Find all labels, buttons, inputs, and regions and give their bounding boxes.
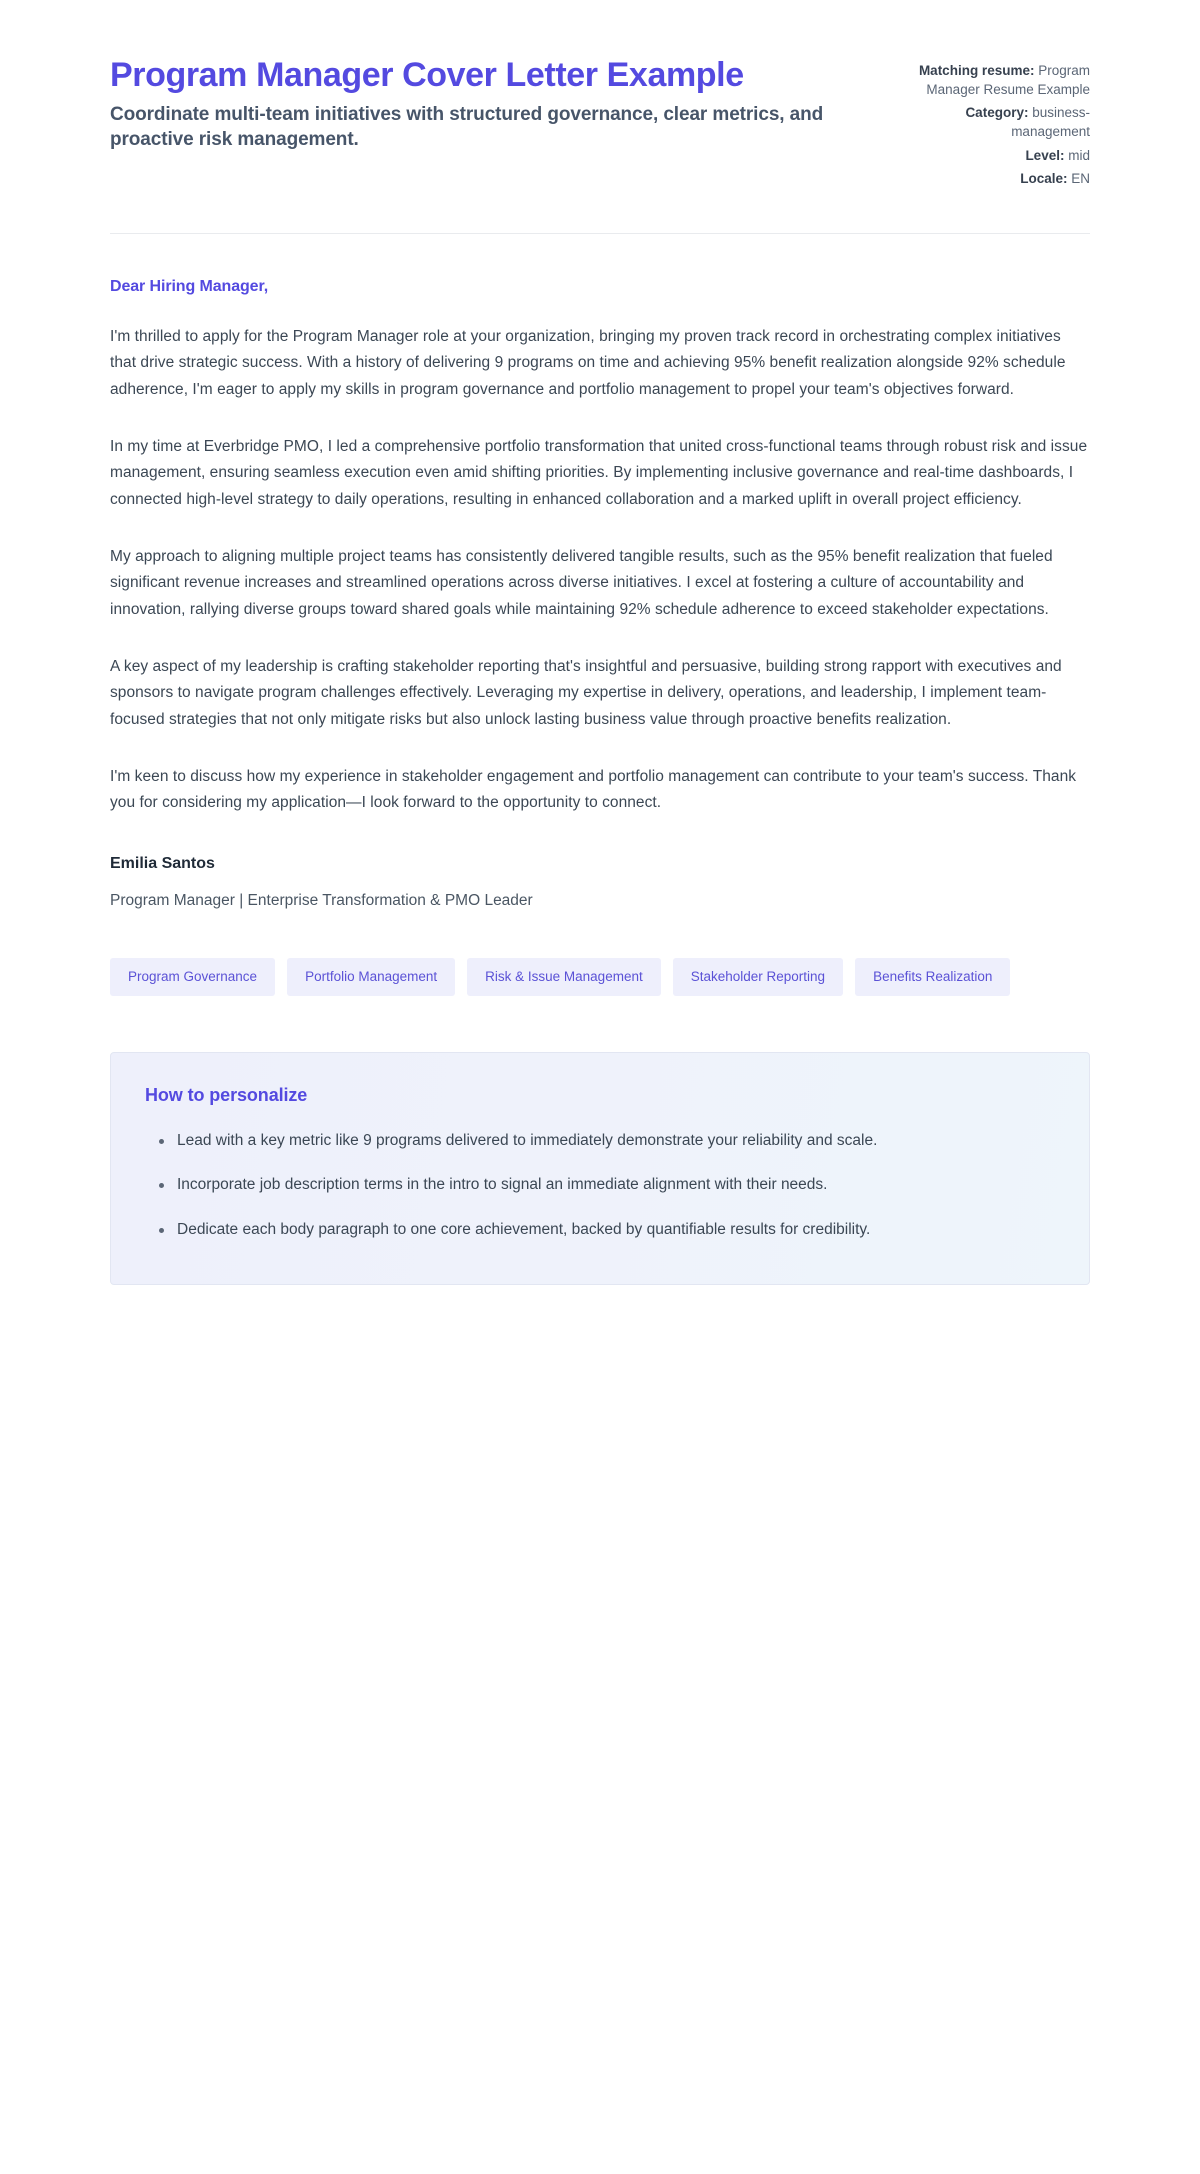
meta-category (900, 104, 1090, 141)
page-subtitle: Coordinate multi-team initiatives with structured governance, clear metrics, and proactive risk management. (110, 104, 824, 150)
personalize-tip-list (145, 1128, 1055, 1244)
signature-block (110, 817, 1090, 912)
meta-matching-resume-label: Matching resume: (918, 63, 1035, 78)
signer-name: Emilia Santos (110, 854, 215, 872)
document-metadata (900, 58, 1090, 194)
skill-tag[interactable]: Program Governance (110, 958, 275, 996)
meta-matching-resume (900, 62, 1090, 99)
salutation: Dear Hiring Manager, (110, 277, 269, 295)
meta-locale-label: Locale: (1020, 171, 1068, 187)
cover-letter-body (110, 234, 1090, 817)
header-text-group (110, 58, 830, 152)
personalize-tip: Incorporate job description terms in the intro to signal an immediate alignment with their needs. (167, 1172, 1055, 1199)
meta-level-value: mid (1068, 147, 1090, 163)
skill-tag[interactable]: Risk & Issue Management (467, 958, 661, 996)
personalize-tip: Lead with a key metric like 9 programs delivered to immediately demonstrate your reliability and scale. (167, 1128, 1055, 1155)
personalize-panel (110, 1052, 1090, 1285)
letter-paragraph: My approach to aligning multiple project teams has consistently delivered tangible results, such as the 95% benefit realization that fueled significant revenue increases and streamlined operations across diverse initiatives. I excel at fostering a culture of accountability and innovation, rallying diverse groups toward shared goals while maintaining 92% schedule adherence to exceed stakeholder expectations. (110, 547, 1053, 618)
personalize-panel-title: How to personalize (145, 1084, 308, 1105)
signer-role: Program Manager | Enterprise Transformation & PMO Leader (110, 891, 533, 909)
meta-category-value: business-management (1011, 105, 1090, 139)
meta-locale (900, 170, 1090, 189)
page-header (110, 40, 1090, 194)
personalize-tip: Dedicate each body paragraph to one core achievement, backed by quantifiable results for credibility. (167, 1217, 1055, 1244)
skill-tag[interactable]: Benefits Realization (855, 958, 1010, 996)
meta-level-label: Level: (1025, 147, 1065, 163)
meta-category-label: Category: (965, 105, 1029, 121)
skill-tag-list (110, 912, 1090, 996)
letter-paragraph: In my time at Everbridge PMO, I led a comprehensive portfolio transformation that united cross-functional teams through robust risk and issue management, ensuring seamless execution even amid shifting priorities. By implementing inclusive governance and real-time dashboards, I connected high-level strategy to daily operations, resulting in enhanced collaboration and a marked uplift in overall project efficiency. (110, 437, 1088, 509)
letter-paragraph: I'm thrilled to apply for the Program Manager role at your organization, bringing my proven track record in orchestrating complex initiatives that drive strategic success. With a history of delivering 9 programs on time and achieving 95% benefit realization alongside 92% schedule adherence, I'm eager to apply my skills in program governance and portfolio management to propel your team's objectives forward. (110, 327, 1066, 399)
meta-level (900, 147, 1090, 166)
meta-locale-value: EN (1071, 171, 1090, 187)
skill-tag[interactable]: Portfolio Management (287, 958, 455, 996)
letter-paragraph: I'm keen to discuss how my experience in stakeholder engagement and portfolio management can contribute to your team's success. Thank you for considering my application—I look forward to the opportunity to connect. (110, 767, 1077, 812)
meta-matching-resume-value: Program Manager Resume Example (926, 63, 1090, 97)
page-title: Program Manager Cover Letter Example (110, 56, 744, 94)
letter-paragraph: A key aspect of my leadership is crafting stakeholder reporting that's insightful and persuasive, building strong rapport with executives and sponsors to navigate program challenges effectively. Leveraging my expertise in delivery, operations, and leadership, I implement team-focused strategies that not only mitigate risks but also unlock lasting business value through proactive benefits realization. (110, 657, 1062, 728)
skill-tag[interactable]: Stakeholder Reporting (673, 958, 843, 996)
